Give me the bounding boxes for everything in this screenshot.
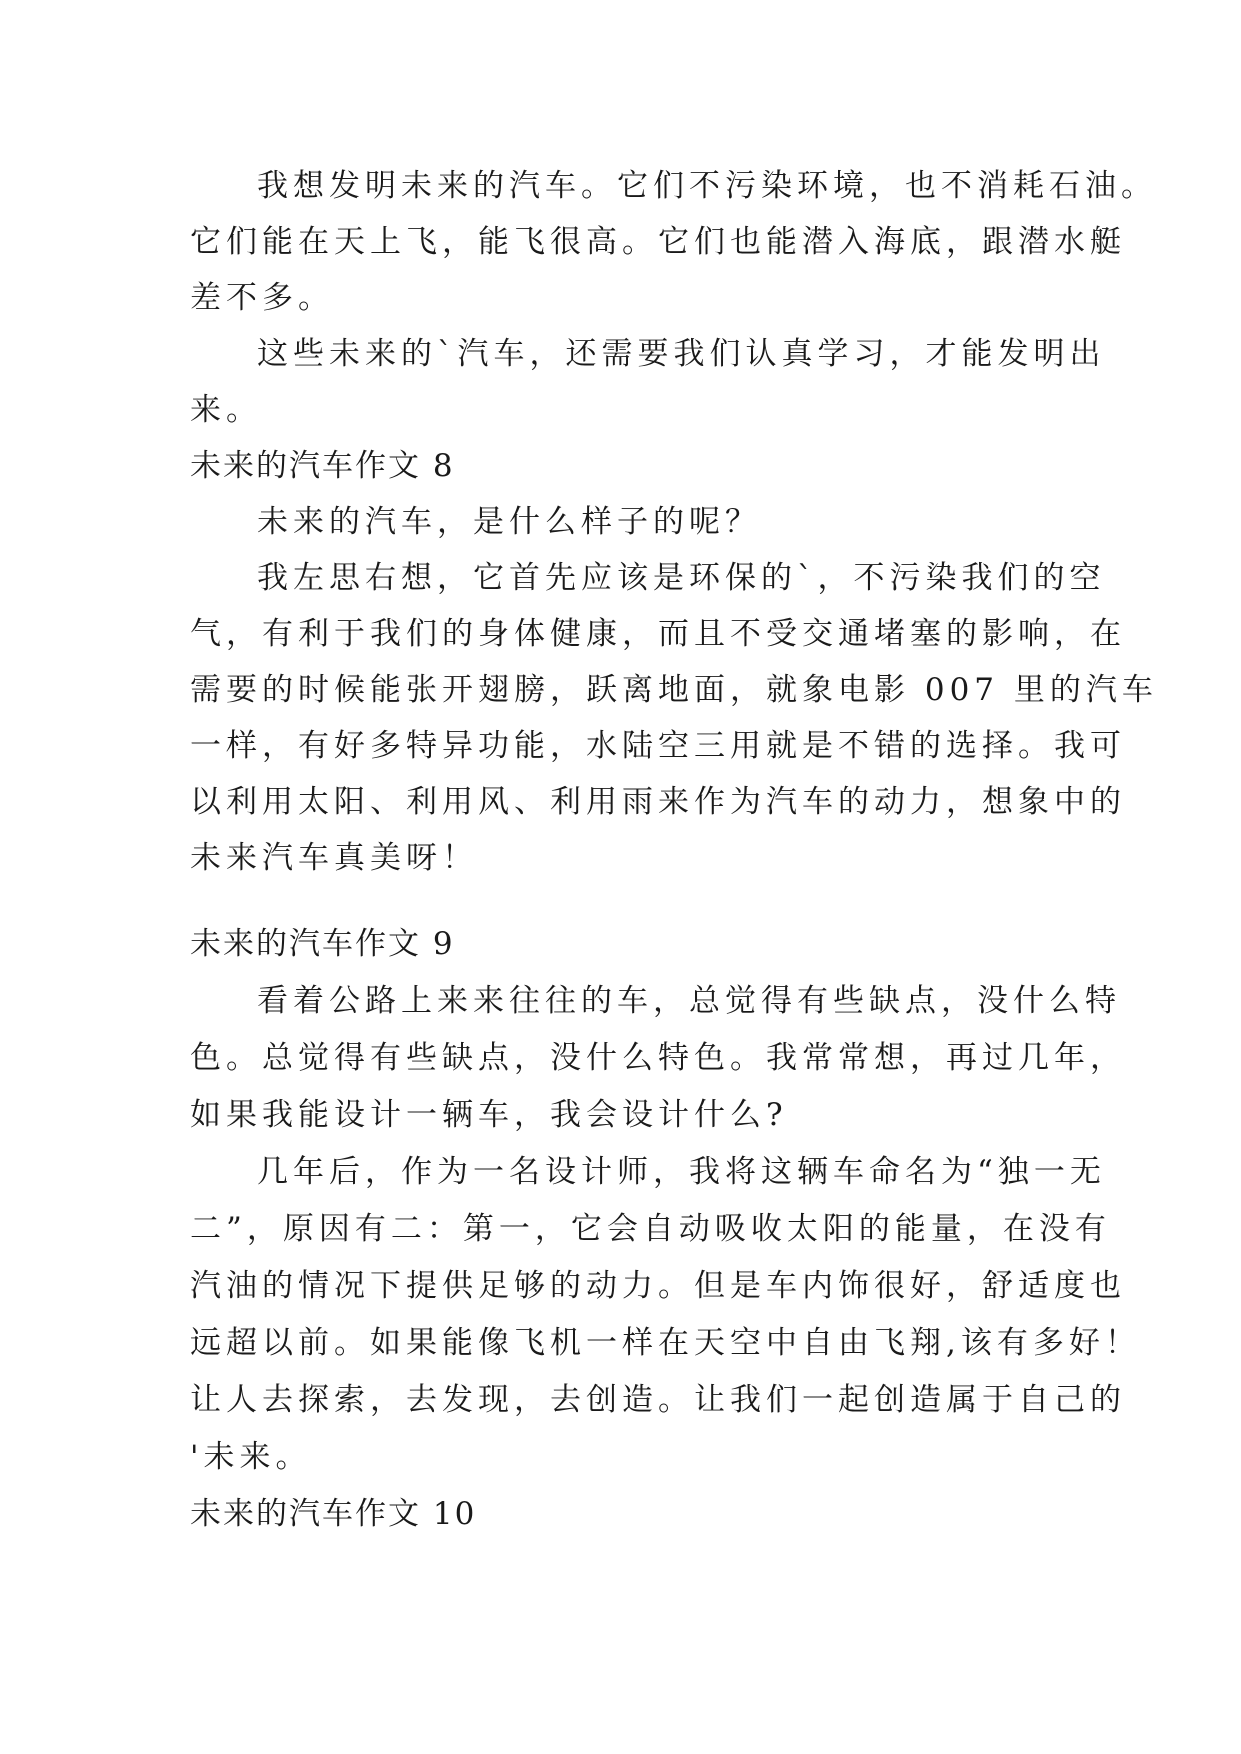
paragraph-line: 来。 (190, 392, 262, 428)
paragraph-line: 我想发明未来的汽车。它们不污染环境，也不消耗石油。 (257, 168, 1157, 204)
paragraph-line: 气，有利于我们的身体健康，而且不受交通堵塞的影响，在 (190, 616, 1126, 652)
paragraph-line: 未来的汽车，是什么样子的呢？ (257, 504, 761, 540)
paragraph-line: 差不多。 (190, 280, 334, 316)
paragraph-line: 汽油的情况下提供足够的动力。但是车内饰很好，舒适度也 (190, 1268, 1126, 1304)
paragraph-line: 二”，原因有二：第一，它会自动吸收太阳的能量，在没有 (190, 1211, 1111, 1247)
paragraph-line: 未来汽车真美呀！ (190, 840, 478, 876)
paragraph-line: 以利用太阳、利用风、利用雨来作为汽车的动力，想象中的 (190, 784, 1126, 820)
paragraph-line: 几年后，作为一名设计师，我将这辆车命名为“独一无 (257, 1154, 1106, 1190)
section-heading: 未来的汽车作文 8 (190, 448, 455, 484)
paragraph-line: 色。总觉得有些缺点，没什么特色。我常常想，再过几年， (190, 1040, 1126, 1076)
section-heading: 未来的汽车作文 9 (190, 926, 455, 962)
paragraph-line: 这些未来的`汽车，还需要我们认真学习，才能发明出 (257, 336, 1106, 372)
paragraph-line: 需要的时候能张开翅膀，跃离地面，就象电影 007 里的汽车 (190, 672, 1158, 708)
paragraph-line: 远超以前。如果能像飞机一样在天空中自由飞翔,该有多好！ (190, 1325, 1141, 1361)
paragraph-line: 一样，有好多特异功能，水陆空三用就是不错的选择。我可 (190, 728, 1126, 764)
section-heading: 未来的汽车作文 10 (190, 1496, 477, 1532)
paragraph-line: 它们能在天上飞，能飞很高。它们也能潜入海底，跟潜水艇 (190, 224, 1126, 260)
paragraph-line: 看着公路上来来往往的车，总觉得有些缺点，没什么特 (257, 983, 1121, 1019)
paragraph-line: 我左思右想，它首先应该是环保的`，不污染我们的空 (257, 560, 1106, 596)
paragraph-line: '未来。 (190, 1439, 312, 1475)
paragraph-line: 让人去探索，去发现，去创造。让我们一起创造属于自己的 (190, 1382, 1126, 1418)
paragraph-line: 如果我能设计一辆车，我会设计什么? (190, 1097, 788, 1133)
